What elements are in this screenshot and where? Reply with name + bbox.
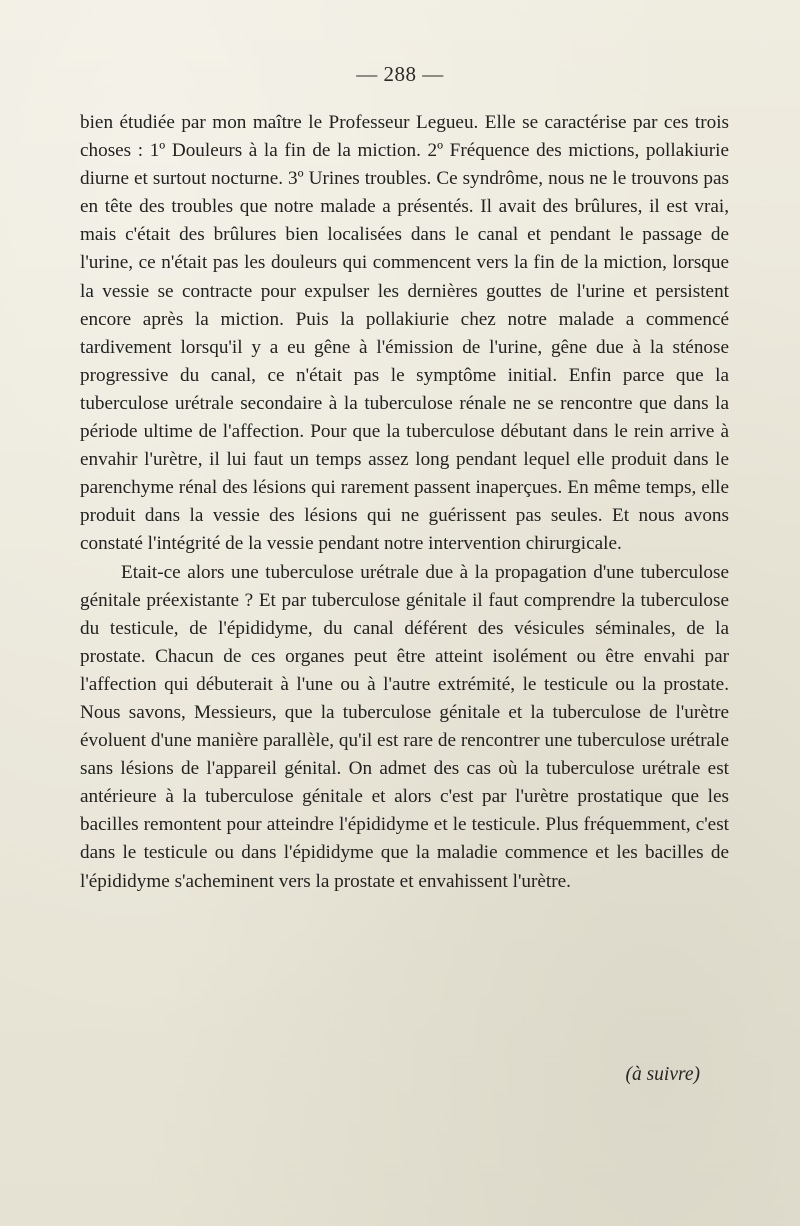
body-text <box>80 109 729 896</box>
paragraph-1: bien étudiée par mon maître le Professeur Legueu. Elle se caractérise par ces trois choses : 1º Douleurs à la fin de la miction. 2º Fréquence des mictions, pollakiurie diurne et surtout nocturne. 3º Urines troubles. Ce syndrôme, nous ne le trouvons pas en tête des troubles que notre malade a présentés. Il avait des brûlures, il est vrai, mais c'était des brûlures bien localisées dans le canal et pendant le passage de l'urine, ce n'était pas les douleurs qui commencent vers la fin de la miction, lorsque la vessie se contracte pour expulser les dernières gouttes de l'urine et persistent encore après la miction. Puis la pollakiurie chez notre malade a commencé tardivement lorsqu'il y a eu gêne à l'émission de l'urine, gêne due à la sténose progressive du canal, ce n'était pas le symptôme initial. Enfin parce que la tuberculose urétrale secondaire à la tuberculose rénale ne se rencontre que dans la période ultime de l'affection. Pour que la tuberculose débutant dans le rein arrive à envahir l'urètre, il lui faut un temps assez long pendant lequel elle produit dans le parenchyme rénal des lésions qui rarement passent inaperçues. En même temps, elle produit dans la vessie des lésions qui ne guérissent pas seules. Et nous avons constaté l'intégrité de la vessie pendant notre intervention chirurgicale. <box>80 112 729 555</box>
continuation-note: (à suivre) <box>625 1064 700 1085</box>
paragraph-2: Etait-ce alors une tuberculose urétrale due à la propagation d'une tuberculose génitale préexistante ? Et par tuberculose génitale il faut comprendre la tuberculose du testicule, de l'épididyme, du canal déférent des vésicules séminales, de la prostate. Chacun de ces organes peut être atteint isolément ou être envahi par l'affection qui débuterait à l'une ou à l'autre extrémité, le testicule ou la prostate. Nous savons, Messieurs, que la tuberculose génitale et la tuberculose de l'urètre évoluent d'une manière parallèle, qu'il est rare de rencontrer une tuberculose urétrale sans lésions de l'appareil génital. On admet des cas où la tuberculose urétrale est antérieure à la tuberculose génitale et alors c'est par l'urètre prostatique que les bacilles remontent pour atteindre l'épididyme et le testicule. Plus fréquemment, c'est dans le testicule ou dans l'épididyme que la maladie commence et les bacilles de l'épididyme s'acheminent vers la prostate et envahissent l'urètre. <box>80 561 729 892</box>
page-number: — 288 — <box>356 62 444 86</box>
